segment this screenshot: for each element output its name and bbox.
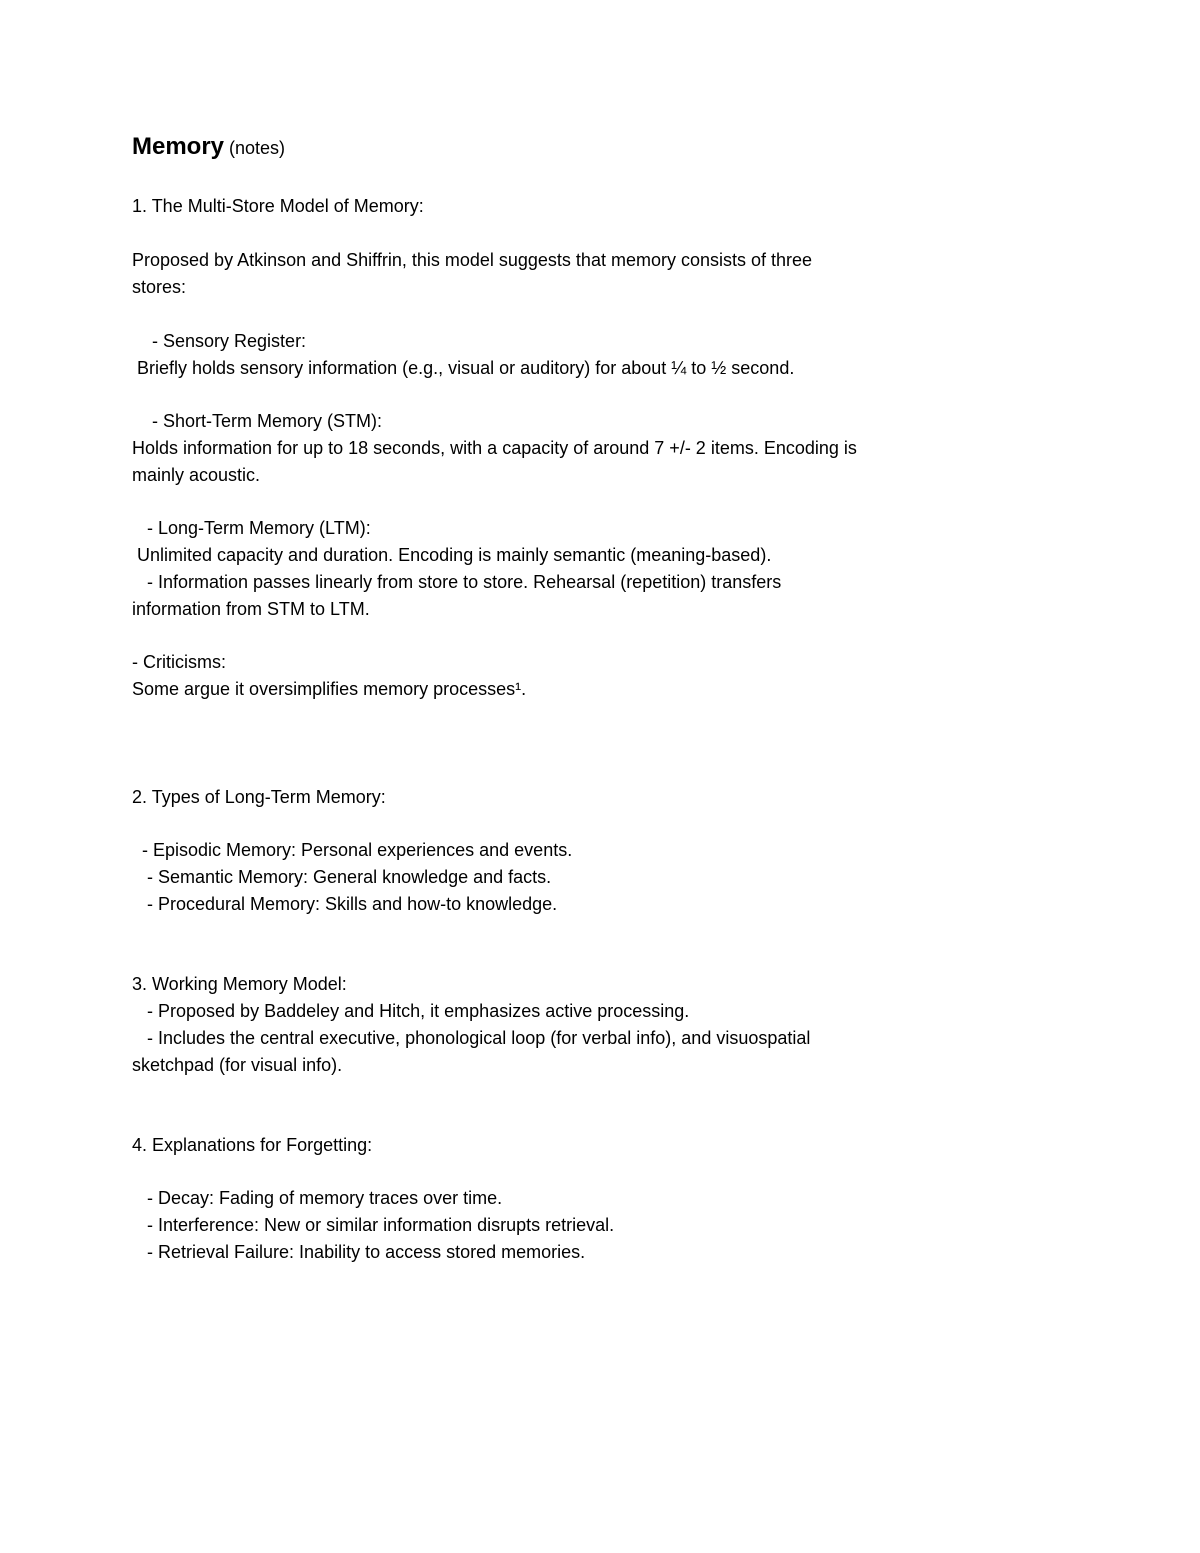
- text-line: - Information passes linearly from store to store. Rehearsal (repetition) transfers: [132, 572, 782, 592]
- list-item: - Episodic Memory: Personal experiences and events.: [132, 840, 573, 860]
- section-2-heading: 2. Types of Long-Term Memory:: [132, 787, 386, 807]
- text-line: stores:: [132, 277, 187, 297]
- text-line: - Short-Term Memory (STM):: [132, 411, 383, 431]
- list-item: - Retrieval Failure: Inability to access stored memories.: [132, 1242, 586, 1262]
- list-item: - Decay: Fading of memory traces over time.: [132, 1188, 503, 1208]
- text-line: Holds information for up to 18 seconds, with a capacity of around 7 +/- 2 items. Encoding is: [132, 438, 857, 458]
- text-line: Briefly holds sensory information (e.g., visual or auditory) for about ¼ to ½ second.: [132, 358, 795, 378]
- section-4-heading: 4. Explanations for Forgetting:: [132, 1135, 373, 1155]
- title-suffix: (notes): [224, 138, 286, 158]
- text-line: sketchpad (for visual info).: [132, 1055, 343, 1075]
- text-line: mainly acoustic.: [132, 465, 261, 485]
- list-item: - Procedural Memory: Skills and how-to knowledge.: [132, 894, 558, 914]
- section-3-heading: 3. Working Memory Model:: [132, 974, 347, 994]
- list-item: - Proposed by Baddeley and Hitch, it emphasizes active processing.: [132, 1001, 690, 1021]
- text-line: - Sensory Register:: [132, 331, 307, 351]
- text-line: Some argue it oversimplifies memory processes¹.: [132, 679, 527, 699]
- list-item: - Includes the central executive, phonological loop (for verbal info), and visuospatial: [132, 1028, 811, 1048]
- list-item: - Semantic Memory: General knowledge and facts.: [132, 867, 552, 887]
- text-line: - Criticisms:: [132, 652, 226, 672]
- text-line: information from STM to LTM.: [132, 599, 370, 619]
- title-main: Memory: [132, 133, 225, 160]
- text-line: Proposed by Atkinson and Shiffrin, this model suggests that memory consists of three: [132, 250, 813, 270]
- section-1-heading: 1. The Multi-Store Model of Memory:: [132, 196, 424, 216]
- document-title: [132, 133, 285, 161]
- text-line: - Long-Term Memory (LTM):: [132, 518, 371, 538]
- text-line: Unlimited capacity and duration. Encoding is mainly semantic (meaning-based).: [132, 545, 772, 565]
- list-item: - Interference: New or similar information disrupts retrieval.: [132, 1215, 615, 1235]
